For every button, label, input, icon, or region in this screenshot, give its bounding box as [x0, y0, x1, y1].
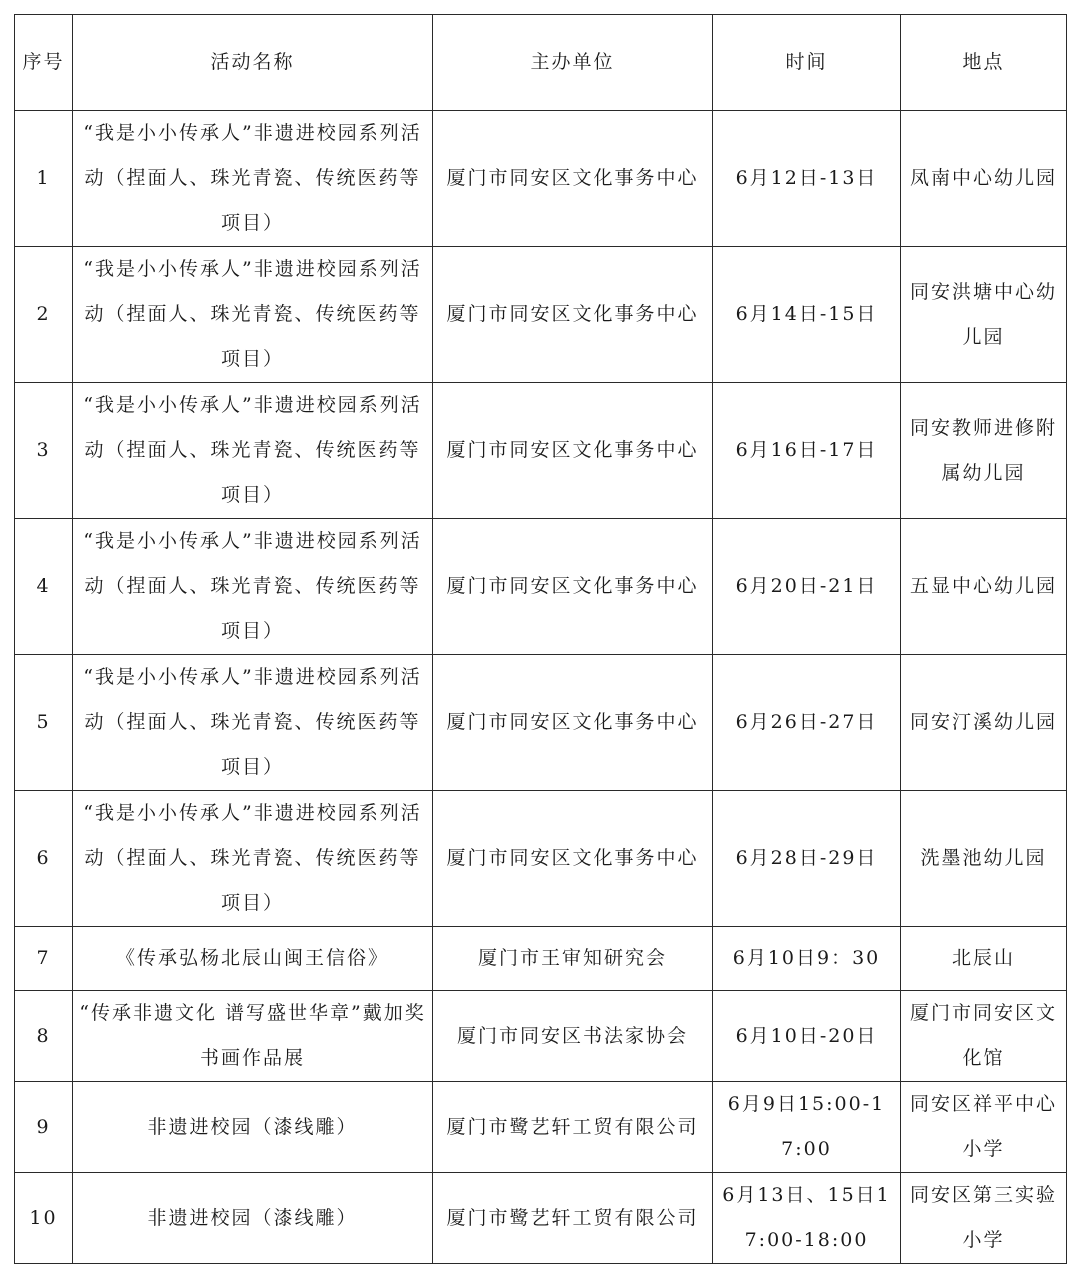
- cell-name: “我是小小传承人”非遗进校园系列活动（捏面人、珠光青瓷、传统医药等项目）: [73, 383, 433, 519]
- cell-time: 6月14日-15日: [713, 247, 901, 383]
- cell-no: 7: [15, 927, 73, 991]
- cell-org: 厦门市王审知研究会: [433, 927, 713, 991]
- cell-place: 同安洪塘中心幼儿园: [901, 247, 1067, 383]
- cell-place: 北辰山: [901, 927, 1067, 991]
- cell-place: 同安汀溪幼儿园: [901, 655, 1067, 791]
- cell-org: 厦门市鹭艺轩工贸有限公司: [433, 1173, 713, 1264]
- cell-org: 厦门市同安区文化事务中心: [433, 519, 713, 655]
- cell-name: “我是小小传承人”非遗进校园系列活动（捏面人、珠光青瓷、传统医药等项目）: [73, 111, 433, 247]
- table-row: [15, 1173, 1067, 1264]
- cell-time: 6月13日、15日17:00-18:00: [713, 1173, 901, 1264]
- cell-no: 8: [15, 991, 73, 1082]
- cell-name: 非遗进校园（漆线雕）: [73, 1082, 433, 1173]
- cell-no: 10: [15, 1173, 73, 1264]
- cell-name: “传承非遗文化 谱写盛世华章”戴加奖书画作品展: [73, 991, 433, 1082]
- activity-schedule-table: [14, 14, 1067, 1264]
- cell-org: 厦门市同安区文化事务中心: [433, 655, 713, 791]
- cell-time: 6月12日-13日: [713, 111, 901, 247]
- cell-no: 2: [15, 247, 73, 383]
- cell-no: 5: [15, 655, 73, 791]
- header-time: 时间: [713, 15, 901, 111]
- cell-no: 6: [15, 791, 73, 927]
- table-row: [15, 655, 1067, 791]
- table-row: [15, 383, 1067, 519]
- cell-no: 1: [15, 111, 73, 247]
- table-row: [15, 247, 1067, 383]
- cell-time: 6月9日15:00-17:00: [713, 1082, 901, 1173]
- cell-place: 同安区第三实验小学: [901, 1173, 1067, 1264]
- cell-place: 凤南中心幼儿园: [901, 111, 1067, 247]
- cell-time: 6月26日-27日: [713, 655, 901, 791]
- table-row: [15, 111, 1067, 247]
- cell-place: 五显中心幼儿园: [901, 519, 1067, 655]
- cell-place: 洗墨池幼儿园: [901, 791, 1067, 927]
- table-row: [15, 519, 1067, 655]
- cell-org: 厦门市同安区书法家协会: [433, 991, 713, 1082]
- table-row: [15, 1082, 1067, 1173]
- header-org: 主办单位: [433, 15, 713, 111]
- cell-name: “我是小小传承人”非遗进校园系列活动（捏面人、珠光青瓷、传统医药等项目）: [73, 247, 433, 383]
- cell-name: “我是小小传承人”非遗进校园系列活动（捏面人、珠光青瓷、传统医药等项目）: [73, 791, 433, 927]
- header-name: 活动名称: [73, 15, 433, 111]
- table-row: [15, 927, 1067, 991]
- table-row: [15, 991, 1067, 1082]
- cell-org: 厦门市同安区文化事务中心: [433, 383, 713, 519]
- cell-time: 6月10日-20日: [713, 991, 901, 1082]
- table-row: [15, 791, 1067, 927]
- cell-place: 厦门市同安区文化馆: [901, 991, 1067, 1082]
- cell-no: 9: [15, 1082, 73, 1173]
- cell-org: 厦门市同安区文化事务中心: [433, 111, 713, 247]
- cell-place: 同安教师进修附属幼儿园: [901, 383, 1067, 519]
- header-no: 序号: [15, 15, 73, 111]
- cell-no: 3: [15, 383, 73, 519]
- cell-no: 4: [15, 519, 73, 655]
- cell-place: 同安区祥平中心小学: [901, 1082, 1067, 1173]
- cell-org: 厦门市同安区文化事务中心: [433, 791, 713, 927]
- cell-org: 厦门市同安区文化事务中心: [433, 247, 713, 383]
- cell-name: 非遗进校园（漆线雕）: [73, 1173, 433, 1264]
- cell-org: 厦门市鹭艺轩工贸有限公司: [433, 1082, 713, 1173]
- cell-time: 6月28日-29日: [713, 791, 901, 927]
- cell-name: “我是小小传承人”非遗进校园系列活动（捏面人、珠光青瓷、传统医药等项目）: [73, 519, 433, 655]
- cell-name: “我是小小传承人”非遗进校园系列活动（捏面人、珠光青瓷、传统医药等项目）: [73, 655, 433, 791]
- header-place: 地点: [901, 15, 1067, 111]
- cell-name: 《传承弘杨北辰山闽王信俗》: [73, 927, 433, 991]
- cell-time: 6月20日-21日: [713, 519, 901, 655]
- table-header-row: [15, 15, 1067, 111]
- cell-time: 6月16日-17日: [713, 383, 901, 519]
- cell-time: 6月10日9：30: [713, 927, 901, 991]
